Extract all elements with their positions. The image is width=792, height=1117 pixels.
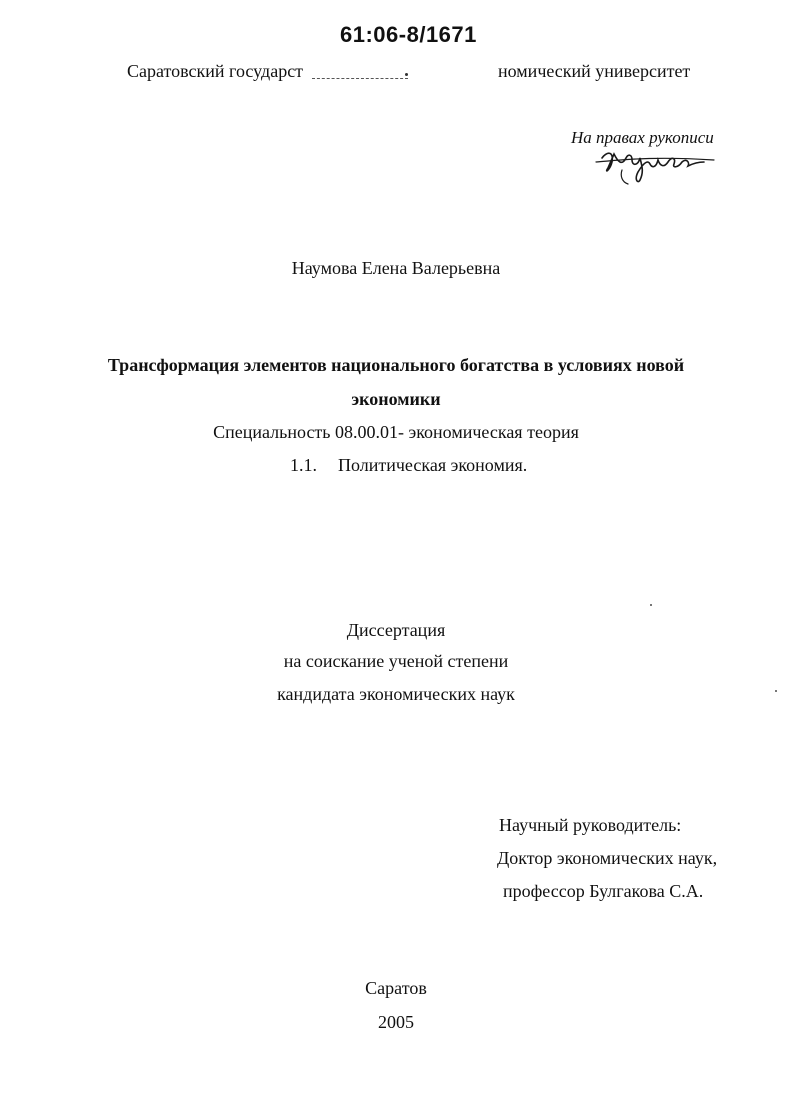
branch-name: Политическая экономия. <box>338 455 528 475</box>
supervisor-name: профессор Булгакова С.А. <box>503 881 704 901</box>
supervisor-label: Научный руководитель: <box>499 815 682 835</box>
degree-purpose: на соискание ученой степени <box>283 651 509 671</box>
university-name-left: Саратовский государст <box>127 61 304 81</box>
archive-stamp-code: 61:06-8/1671 <box>340 22 477 47</box>
specialty-branch <box>290 455 527 476</box>
scan-speck <box>775 690 777 692</box>
scan-speck <box>650 604 652 606</box>
university-name-right: номический университет <box>498 61 691 81</box>
city: Саратов <box>365 978 427 998</box>
manuscript-rights-label: На правах рукописи <box>571 128 714 147</box>
supervisor-degree: Доктор экономических наук, <box>497 848 718 868</box>
branch-number: 1.1. <box>290 455 317 475</box>
specialty-line: Специальность 08.00.01- экономическая теория <box>213 422 579 442</box>
degree-name: кандидата экономических наук <box>277 684 515 704</box>
thesis-title-line-2: экономики <box>351 389 441 409</box>
handwritten-signature <box>592 140 722 190</box>
scan-gap-line <box>312 76 408 79</box>
thesis-title-line-1: Трансформация элементов национального богатства в условиях новой <box>107 355 685 375</box>
scan-gap-dot <box>405 73 408 76</box>
author-name: Наумова Елена Валерьевна <box>291 258 501 278</box>
dissertation-label: Диссертация <box>346 620 446 640</box>
year: 2005 <box>378 1012 414 1032</box>
